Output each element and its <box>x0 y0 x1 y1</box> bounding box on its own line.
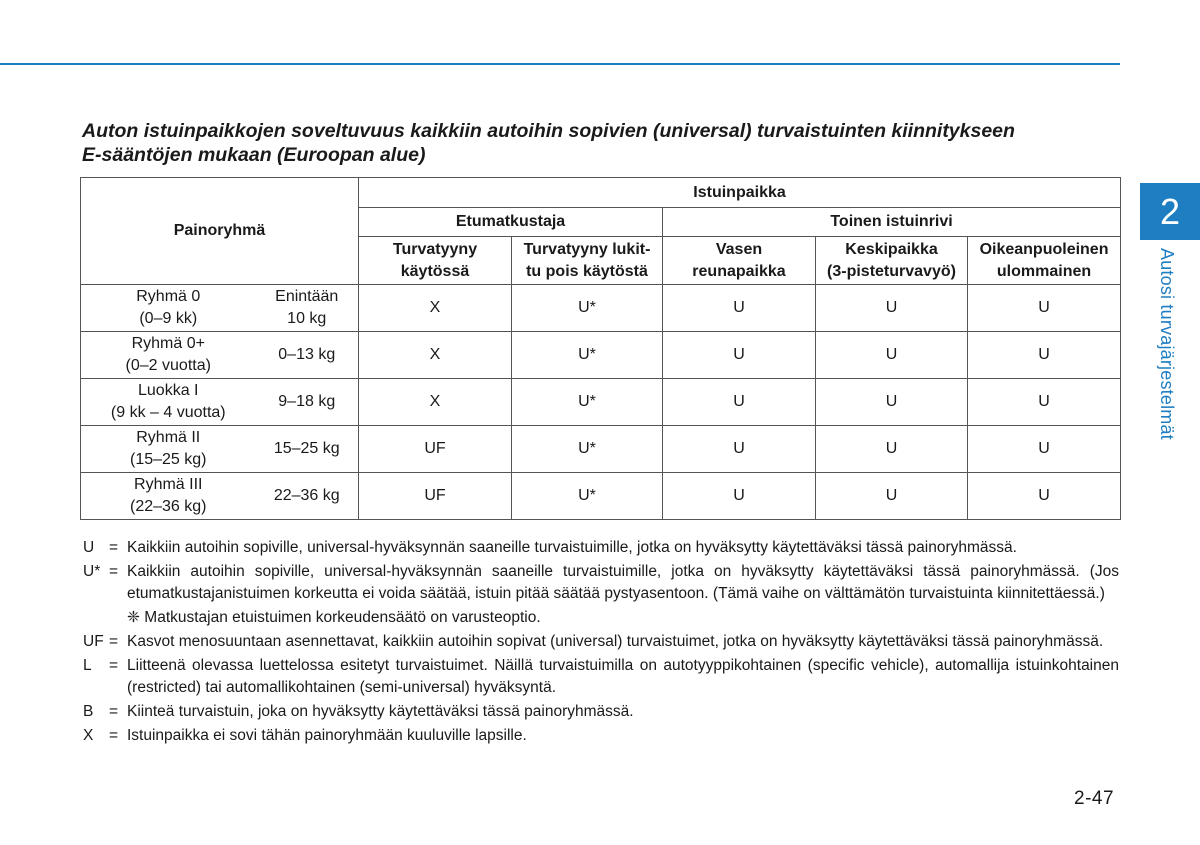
legend-equals: = <box>109 563 119 580</box>
legend-text: Istuinpaikka ei sovi tähän painoryhmään kuuluville lapsille. <box>127 727 527 744</box>
top-divider <box>0 63 1120 65</box>
suitability-cell: U <box>816 379 968 426</box>
suitability-cell: UF <box>359 473 512 520</box>
weight-group-header: Painoryhmä <box>81 178 359 285</box>
column-header-line-1: Vasen <box>715 240 763 258</box>
group-label: (0–2 vuotta) <box>125 357 211 374</box>
legend-item <box>83 561 1119 605</box>
suitability-cell: U <box>663 332 816 379</box>
column-header-1 <box>359 237 512 285</box>
column-header-line-1: Turvatyyny <box>392 240 478 258</box>
weight-cell <box>256 332 359 379</box>
seat-suitability-table <box>80 177 1121 520</box>
weight-label: Enintään <box>275 288 339 305</box>
table-row <box>81 332 1121 379</box>
suitability-cell: U <box>816 426 968 473</box>
page-number: 2-47 <box>1074 788 1115 809</box>
table-row <box>81 426 1121 473</box>
suitability-cell: UF <box>359 426 512 473</box>
suitability-cell: U <box>663 379 816 426</box>
column-header-line-2: reunapaikka <box>692 262 786 280</box>
weight-label: 9–18 kg <box>278 393 336 410</box>
suitability-cell: U <box>663 473 816 520</box>
legend-equals: = <box>109 633 119 650</box>
suitability-cell: U <box>968 426 1121 473</box>
column-header-3 <box>663 237 816 285</box>
group-cell <box>81 473 256 520</box>
group-label: Ryhmä 0 <box>136 288 201 305</box>
weight-label: 22–36 kg <box>273 487 340 504</box>
weight-cell <box>256 473 359 520</box>
weight-cell <box>256 379 359 426</box>
column-header-line-2: tu pois käytöstä <box>526 262 648 280</box>
suitability-cell: U <box>816 285 968 332</box>
suitability-cell: U <box>968 332 1121 379</box>
suitability-cell: X <box>359 285 512 332</box>
weight-cell <box>256 426 359 473</box>
group-cell <box>81 332 256 379</box>
legend-text: Kasvot menosuuntaan asennettavat, kaikkiin autoihin sopivat (universal) turvaistuimet, jotka on hyväksytty käytettäväksi tässä painoryhmässä. <box>127 633 1104 650</box>
legend-text: Kaikkiin autoihin sopiville, universal-hyväksynnän saaneille turvaistuimille, jotka on hyväksytty käytettäväksi tässä painoryhmässä. <box>127 539 1017 556</box>
legend-item <box>83 725 1119 747</box>
suitability-cell: U <box>816 473 968 520</box>
suitability-cell: X <box>359 332 512 379</box>
legend-equals: = <box>109 727 119 744</box>
group-label: (0–9 kk) <box>139 310 198 327</box>
column-header-line-1: Turvatyyny lukit- <box>523 240 651 258</box>
header-row-1 <box>81 178 1121 208</box>
group-cell <box>81 285 256 332</box>
suitability-cell: U* <box>512 473 663 520</box>
group-label: (15–25 kg) <box>130 451 207 468</box>
group-label: (22–36 kg) <box>130 498 207 515</box>
legend-key: L <box>83 657 92 674</box>
group-cell <box>81 379 256 426</box>
section-heading <box>82 119 1122 167</box>
group-label: (9 kk – 4 vuotta) <box>110 404 226 421</box>
group-cell <box>81 426 256 473</box>
legend-text: Liitteenä olevassa luettelossa esitetyt turvaistuimet. Näillä turvaistuimilla on autotyyppikohtainen (specific vehicle), automallija istuinkohtainen (restricted) tai automallikohtainen (semi-universal) hyväksyntä. <box>127 657 1119 696</box>
legend-equals: = <box>109 539 119 556</box>
legend-item <box>83 655 1119 699</box>
seat-position-header: Istuinpaikka <box>359 178 1121 208</box>
suitability-cell: X <box>359 379 512 426</box>
group-label: Luokka I <box>138 382 199 399</box>
group-label: Ryhmä II <box>136 429 201 446</box>
group-label: Ryhmä 0+ <box>131 335 205 352</box>
heading-line-2: E-sääntöjen mukaan (Euroopan alue) <box>82 144 426 166</box>
chapter-title: Autosi turvajärjestelmät <box>1157 248 1177 440</box>
chapter-tab: 2 <box>1140 183 1200 240</box>
weight-cell <box>256 285 359 332</box>
group-label: Ryhmä III <box>134 476 203 493</box>
suitability-cell: U* <box>512 332 663 379</box>
second-row-header: Toinen istuinrivi <box>663 208 1121 237</box>
column-header-line-1: Oikeanpuoleinen <box>979 240 1109 258</box>
legend <box>83 537 1119 749</box>
legend-equals: = <box>109 703 119 720</box>
column-header-line-2: ulommainen <box>996 262 1092 280</box>
column-header-line-2: (3-pisteturvavyö) <box>827 262 956 280</box>
legend-text: Kaikkiin autoihin sopiville, universal-hyväksynnän saaneille turvaistuimille, jotka on hyväksytty käytettäväksi tässä painoryhmässä. (Jos etumatkustajanistuimen korkeutta ei voida säätää, istuin pitää säätää pystyasentoon. (Tämä vaihe on välttämätön turvaistuinta kiinnitettäessä.) <box>127 563 1119 602</box>
suitability-cell: U* <box>512 379 663 426</box>
legend-key: UF <box>83 633 104 650</box>
legend-note: ❈ Matkustajan etuistuimen korkeudensäätö on varusteoptio. <box>127 609 541 626</box>
suitability-cell: U <box>816 332 968 379</box>
legend-key: U <box>83 539 95 556</box>
legend-key: X <box>83 727 94 744</box>
suitability-cell: U* <box>512 426 663 473</box>
suitability-cell: U <box>968 379 1121 426</box>
legend-equals: = <box>109 657 119 674</box>
column-header-line-1: Keskipaikka <box>845 240 938 258</box>
column-header-2 <box>512 237 663 285</box>
front-passenger-header: Etumatkustaja <box>359 208 663 237</box>
suitability-cell: U <box>968 285 1121 332</box>
column-header-4 <box>816 237 968 285</box>
legend-item <box>83 701 1119 723</box>
legend-key: B <box>83 703 94 720</box>
weight-label: 15–25 kg <box>273 440 340 457</box>
legend-text: Kiinteä turvaistuin, joka on hyväksytty käytettäväksi tässä painoryhmässä. <box>127 703 634 720</box>
column-header-line-2: käytössä <box>400 262 470 280</box>
column-header-5 <box>968 237 1121 285</box>
table-row <box>81 285 1121 332</box>
suitability-cell: U* <box>512 285 663 332</box>
table-body <box>81 285 1121 520</box>
table-row <box>81 473 1121 520</box>
weight-label: 10 kg <box>287 310 327 327</box>
suitability-cell: U <box>663 285 816 332</box>
heading-line-1: Auton istuinpaikkojen soveltuvuus kaikkiin autoihin sopivien (universal) turvaistuinten kiinnitykseen <box>82 120 1015 142</box>
suitability-cell: U <box>663 426 816 473</box>
legend-item <box>83 631 1119 653</box>
weight-label: 0–13 kg <box>278 346 336 363</box>
legend-item <box>83 537 1119 559</box>
legend-key: U* <box>83 563 101 580</box>
table-row <box>81 379 1121 426</box>
suitability-cell: U <box>968 473 1121 520</box>
